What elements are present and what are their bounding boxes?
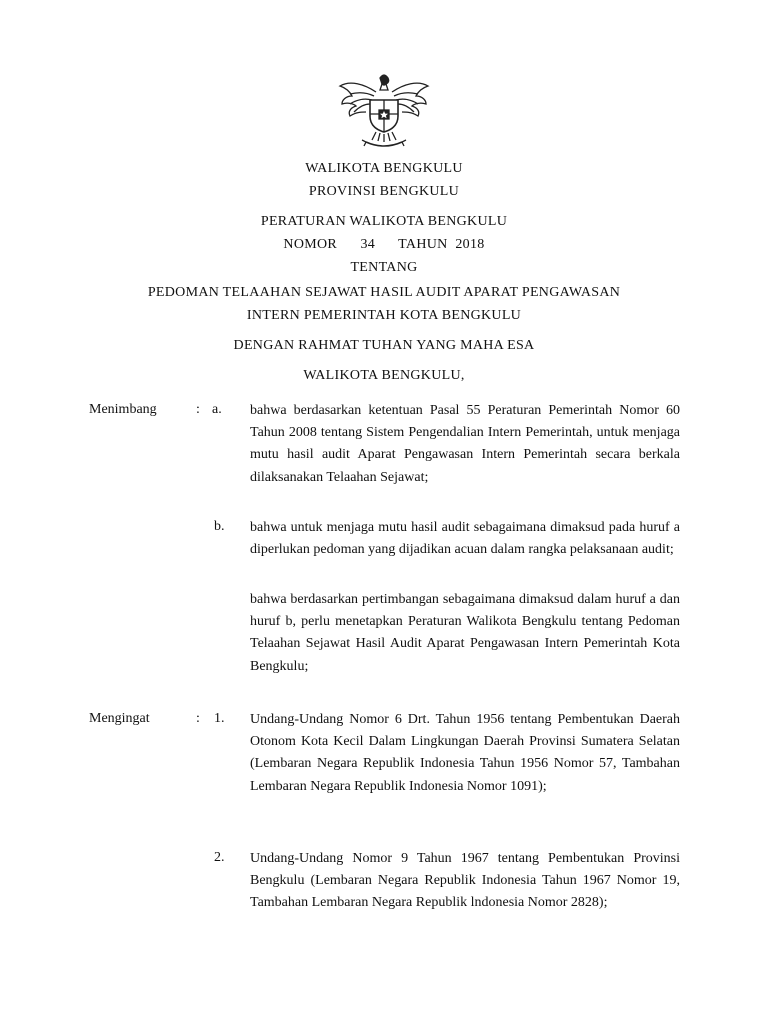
- mengingat-colon: :: [196, 711, 200, 726]
- menimbang-item-c-text: bahwa berdasarkan pertimbangan sebagaimana dimaksud dalam huruf a dan huruf b, perlu menetapkan Peraturan Walikota Bengkulu tentang Pedoman Telaahan Sejawat Hasil Audit Aparat Pengawasan Intern Pemerintah Kota Bengkulu;: [250, 592, 680, 674]
- mengingat-item-2-marker: 2.: [214, 850, 225, 865]
- header-walikota: WALIKOTA BENGKULU: [305, 161, 463, 176]
- mengingat-item-1-text: Undang-Undang Nomor 6 Drt. Tahun 1956 tentang Pembentukan Daerah Otonom Kota Kecil Dalam Lingkungan Daerah Provinsi Sumatera Selatan (Lembaran Negara Republik Indonesia Tahun 1956 Nomor 57, Tambahan Lembaran Negara Republik Indonesia Nomor 1091);: [250, 712, 680, 794]
- header-provinsi: PROVINSI BENGKULU: [308, 184, 460, 199]
- header-nomor: NOMOR 34 TAHUN 2018: [283, 237, 485, 252]
- document-title-line-2: INTERN PEMERINTAH KOTA BENGKULU: [246, 308, 522, 323]
- header-peraturan: PERATURAN WALIKOTA BENGKULU: [260, 214, 508, 229]
- menimbang-item-b-marker: b.: [214, 519, 225, 534]
- document-title-line-1: PEDOMAN TELAAHAN SEJAWAT HASIL AUDIT APARAT PENGAWASAN: [147, 285, 621, 300]
- garuda-emblem-icon: [336, 70, 432, 150]
- preamble: DENGAN RAHMAT TUHAN YANG MAHA ESA: [233, 338, 535, 353]
- mengingat-item-2-text: Undang-Undang Nomor 9 Tahun 1967 tentang Pembentukan Provinsi Bengkulu (Lembaran Negara Republik Indonesia Tahun 1967 Nomor 19, Tambahan Lembaran Negara Republik lndonesia Nomor 2828);: [250, 851, 680, 911]
- menimbang-item-b-text: bahwa untuk menjaga mutu hasil audit sebagaimana dimaksud pada huruf a diperlukan pedoman yang dijadikan acuan dalam rangka pelaksanaan audit;: [250, 520, 680, 558]
- header-tentang: TENTANG: [350, 260, 418, 275]
- authority-line: WALIKOTA BENGKULU,: [303, 368, 465, 383]
- mengingat-item-1-marker: 1.: [214, 711, 225, 726]
- mengingat-label: Mengingat: [89, 711, 150, 726]
- menimbang-colon: :: [196, 402, 200, 417]
- menimbang-item-a-text: bahwa berdasarkan ketentuan Pasal 55 Peraturan Pemerintah Nomor 60 Tahun 2008 tentang Sistem Pengendalian Intern Pemerintah, untuk menjaga mutu hasil audit Aparat Pengawasan Intern Pemerintah secara berkala dilaksanakan Telaahan Sejawat;: [250, 403, 680, 485]
- menimbang-item-a-marker: a.: [212, 402, 222, 417]
- menimbang-label: Menimbang: [89, 402, 157, 417]
